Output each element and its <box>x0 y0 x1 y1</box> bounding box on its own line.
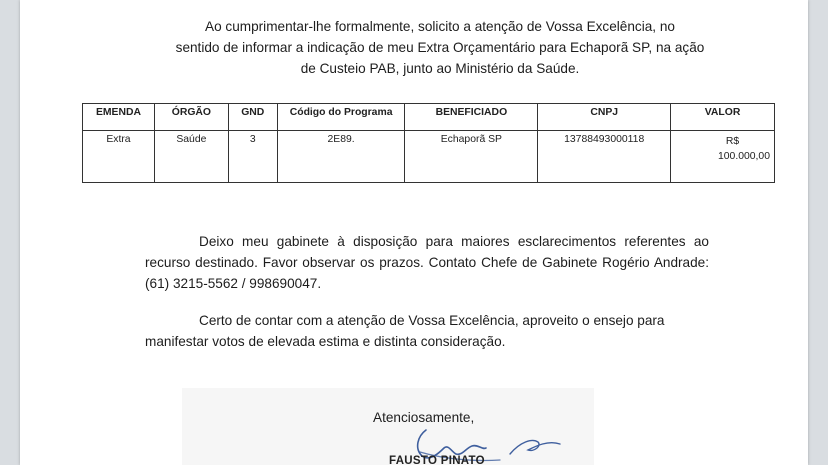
valor-currency: R$ <box>725 136 740 147</box>
document-page <box>20 0 808 465</box>
signer-name: FAUSTO PINATO <box>389 455 485 465</box>
header-beneficiado: BENEFICIADO <box>405 104 538 131</box>
cell-beneficiado: Echaporã SP <box>405 131 538 183</box>
header-orgao: ÓRGÃO <box>154 104 228 131</box>
header-codigo-programa: Código do Programa <box>277 104 405 131</box>
closing-salutation: Atenciosamente, <box>373 410 475 425</box>
cell-emenda: Extra <box>83 131 155 183</box>
closing-paragraph <box>145 310 709 352</box>
header-cnpj: CNPJ <box>538 104 671 131</box>
intro-paragraph <box>145 16 735 79</box>
cell-gnd: 3 <box>228 131 277 183</box>
valor-amount: 100.000,00 <box>717 151 770 162</box>
emenda-table <box>82 103 775 183</box>
intro-line-1: Ao cumprimentar-lhe formalmente, solicito a atenção de Vossa Excelência, no <box>205 19 675 34</box>
cell-codigo: 2E89. <box>277 131 405 183</box>
intro-line-3: de Custeio PAB, junto ao Ministério da Saúde. <box>300 61 580 76</box>
header-gnd: GND <box>228 104 277 131</box>
contact-paragraph <box>145 231 709 294</box>
closing-text: Certo de contar com a atenção de Vossa Excelência, aproveito o ensejo para manifestar votos de elevada estima e distinta consideração. <box>145 313 665 349</box>
header-emenda: EMENDA <box>83 104 155 131</box>
intro-line-2: sentido de informar a indicação de meu Extra Orçamentário para Echaporã SP, na ação <box>175 40 705 55</box>
table-row <box>83 131 775 183</box>
cell-cnpj: 13788493000118 <box>538 131 671 183</box>
cell-orgao: Saúde <box>154 131 228 183</box>
contact-text: Deixo meu gabinete à disposição para maiores esclarecimentos referentes ao recurso destinado. Favor observar os prazos. Contato Chefe de Gabinete Rogério Andrade: (61) 3215-5562 / 998690047. <box>145 234 709 291</box>
cell-valor <box>671 131 775 183</box>
table-header-row <box>83 104 775 131</box>
header-valor: VALOR <box>671 104 775 131</box>
